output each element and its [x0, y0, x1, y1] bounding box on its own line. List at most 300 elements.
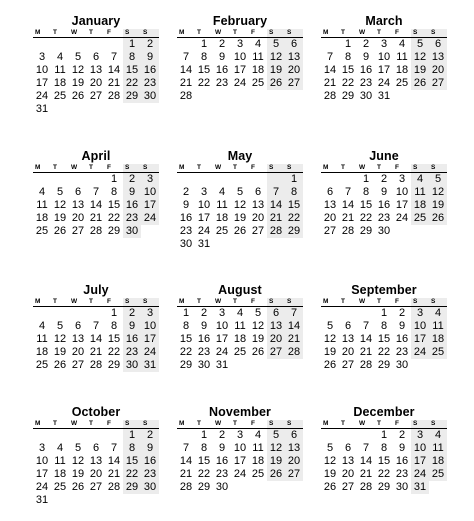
day-cell: 6 [344, 442, 352, 454]
day-cell: 4 [254, 38, 262, 50]
month-title: November [209, 405, 271, 419]
day-cell: 16 [377, 199, 391, 211]
day-cell: 27 [429, 77, 447, 90]
weekday-header: S [141, 164, 159, 173]
day-cell: 8 [200, 442, 208, 454]
day-cell: 26 [71, 481, 85, 493]
day-cell: 18 [395, 64, 409, 76]
day-cell: 6 [254, 186, 262, 198]
weekday-header: S [123, 164, 141, 173]
day-cell: 13 [341, 455, 355, 467]
day-cell: 15 [123, 455, 141, 468]
weekday-header: M [177, 29, 195, 38]
empty-cell [105, 38, 123, 51]
month-april [33, 149, 159, 238]
day-grid [321, 29, 447, 103]
day-cell: 8 [110, 320, 118, 332]
day-cell: 24 [35, 481, 49, 493]
weekday-header: T [339, 164, 357, 173]
day-cell: 4 [38, 186, 46, 198]
month-july [33, 283, 159, 372]
day-cell: 5 [267, 429, 285, 442]
day-cell: 31 [141, 359, 159, 372]
day-cell: 28 [179, 90, 193, 102]
day-cell: 3 [141, 173, 159, 186]
day-cell: 19 [233, 212, 247, 224]
empty-cell [33, 173, 51, 186]
weekday-header: W [357, 29, 375, 38]
weekday-header: S [267, 298, 285, 307]
weekday-header: S [267, 29, 285, 38]
empty-cell [357, 429, 375, 442]
weekday-header: M [321, 420, 339, 429]
day-cell: 7 [92, 320, 100, 332]
day-cell: 11 [429, 442, 447, 455]
day-cell: 21 [107, 77, 121, 89]
day-cell: 22 [285, 212, 303, 225]
day-cell: 3 [236, 38, 244, 50]
weekday-header: T [339, 29, 357, 38]
month-september [321, 283, 447, 372]
empty-cell [33, 38, 51, 51]
day-cell: 6 [326, 186, 334, 198]
day-cell: 20 [285, 455, 303, 468]
weekday-header: T [339, 420, 357, 429]
day-cell: 6 [429, 38, 447, 51]
day-cell: 8 [123, 51, 141, 64]
month-title: January [71, 14, 121, 28]
day-cell: 15 [179, 333, 193, 345]
day-cell: 29 [377, 481, 391, 493]
day-cell: 13 [71, 333, 85, 345]
day-cell: 22 [197, 77, 211, 89]
day-cell: 25 [411, 212, 429, 225]
day-cell: 2 [398, 429, 406, 441]
empty-cell [69, 429, 87, 442]
weekday-header: T [51, 298, 69, 307]
day-cell: 1 [200, 38, 208, 50]
empty-cell [33, 307, 51, 320]
day-cell: 16 [359, 64, 373, 76]
day-cell: 10 [411, 442, 429, 455]
day-cell: 4 [429, 429, 447, 442]
day-cell: 22 [107, 212, 121, 224]
day-cell: 9 [200, 320, 208, 332]
weekday-header: M [33, 164, 51, 173]
empty-cell [231, 173, 249, 186]
day-cell: 23 [377, 212, 391, 224]
day-cell: 28 [107, 90, 121, 102]
empty-cell [69, 307, 87, 320]
weekday-header: T [231, 29, 249, 38]
month-december [321, 405, 447, 494]
weekday-header: F [393, 298, 411, 307]
day-cell: 7 [326, 51, 334, 63]
day-cell: 27 [71, 225, 85, 237]
day-cell: 2 [398, 307, 406, 319]
day-cell: 13 [71, 199, 85, 211]
day-cell: 8 [182, 320, 190, 332]
day-cell: 19 [53, 212, 67, 224]
day-cell: 9 [380, 186, 388, 198]
day-cell: 26 [429, 212, 447, 225]
weekday-header: W [357, 420, 375, 429]
empty-cell [33, 429, 51, 442]
empty-cell [357, 307, 375, 320]
weekday-header: T [51, 420, 69, 429]
weekday-header: M [321, 29, 339, 38]
day-cell: 3 [236, 429, 244, 441]
day-cell: 26 [411, 77, 429, 90]
day-cell: 22 [197, 468, 211, 480]
day-cell: 13 [341, 333, 355, 345]
weekday-header: F [393, 420, 411, 429]
day-cell: 10 [215, 320, 229, 332]
day-cell: 5 [267, 38, 285, 51]
day-cell: 10 [35, 64, 49, 76]
month-title: August [218, 283, 262, 297]
day-cell: 24 [377, 77, 391, 89]
day-cell: 16 [395, 333, 409, 345]
day-cell: 29 [107, 225, 121, 237]
day-cell: 12 [411, 51, 429, 64]
empty-cell [321, 307, 339, 320]
month-title: February [212, 14, 268, 28]
day-cell: 15 [197, 455, 211, 467]
day-cell: 8 [380, 320, 388, 332]
day-cell: 20 [71, 346, 85, 358]
weekday-header: F [393, 29, 411, 38]
day-cell: 1 [344, 38, 352, 50]
day-cell: 11 [411, 186, 429, 199]
day-cell: 24 [411, 346, 429, 359]
day-cell: 13 [251, 199, 265, 211]
day-cell: 9 [123, 186, 141, 199]
empty-cell [51, 307, 69, 320]
day-cell: 27 [89, 481, 103, 493]
day-cell: 31 [197, 238, 211, 250]
day-cell: 24 [395, 212, 409, 224]
day-cell: 16 [141, 64, 159, 77]
day-cell: 22 [377, 468, 391, 480]
day-cell: 9 [182, 199, 190, 211]
weekday-header: M [33, 29, 51, 38]
weekday-header: S [123, 420, 141, 429]
day-cell: 15 [377, 455, 391, 467]
day-cell: 27 [251, 225, 265, 237]
day-cell: 7 [362, 320, 370, 332]
day-cell: 7 [110, 51, 118, 63]
day-cell: 17 [215, 333, 229, 345]
day-cell: 28 [267, 225, 285, 238]
day-cell: 4 [38, 320, 46, 332]
weekday-header: T [87, 29, 105, 38]
month-november [177, 405, 303, 494]
day-cell: 26 [53, 225, 67, 237]
day-cell: 15 [285, 199, 303, 212]
day-cell: 20 [429, 64, 447, 77]
day-cell: 4 [56, 442, 64, 454]
month-june [321, 149, 447, 238]
month-may [177, 149, 303, 251]
day-cell: 30 [123, 359, 141, 372]
day-cell: 22 [123, 468, 141, 481]
day-cell: 26 [267, 468, 285, 481]
day-cell: 24 [197, 225, 211, 237]
day-cell: 15 [359, 199, 373, 211]
day-cell: 1 [362, 173, 370, 185]
day-cell: 20 [251, 212, 265, 224]
day-cell: 21 [107, 468, 121, 480]
day-cell: 23 [179, 225, 193, 237]
day-cell: 1 [182, 307, 190, 319]
day-cell: 21 [89, 212, 103, 224]
day-cell: 8 [380, 442, 388, 454]
weekday-header: T [195, 298, 213, 307]
day-cell: 27 [89, 90, 103, 102]
day-cell: 14 [107, 455, 121, 467]
month-title: June [369, 149, 399, 163]
day-cell: 23 [395, 468, 409, 480]
day-cell: 2 [218, 38, 226, 50]
empty-cell [339, 173, 357, 186]
day-cell: 2 [123, 307, 141, 320]
empty-cell [321, 173, 339, 186]
weekday-header: T [195, 29, 213, 38]
day-cell: 12 [429, 186, 447, 199]
weekday-header: T [231, 298, 249, 307]
day-cell: 25 [215, 225, 229, 237]
empty-cell [51, 173, 69, 186]
day-cell: 6 [285, 38, 303, 51]
day-cell: 21 [179, 468, 193, 480]
day-cell: 23 [141, 77, 159, 90]
weekday-header: W [213, 298, 231, 307]
day-cell: 3 [141, 307, 159, 320]
month-title: April [81, 149, 111, 163]
day-cell: 16 [123, 199, 141, 212]
day-cell: 3 [380, 38, 388, 50]
day-cell: 11 [252, 51, 264, 63]
day-cell: 22 [123, 77, 141, 90]
day-cell: 10 [233, 442, 247, 454]
month-title: September [351, 283, 417, 297]
day-cell: 10 [35, 455, 49, 467]
weekday-header: S [123, 29, 141, 38]
day-cell: 23 [395, 346, 409, 358]
day-cell: 5 [254, 307, 262, 319]
weekday-header: F [393, 164, 411, 173]
day-cell: 7 [362, 442, 370, 454]
day-cell: 12 [71, 64, 85, 76]
day-cell: 22 [107, 346, 121, 358]
weekday-header: T [51, 29, 69, 38]
empty-cell [321, 429, 339, 442]
day-cell: 22 [377, 346, 391, 358]
day-cell: 16 [141, 455, 159, 468]
day-cell: 2 [218, 429, 226, 441]
day-cell: 18 [429, 333, 447, 346]
weekday-header: F [105, 420, 123, 429]
day-cell: 18 [53, 77, 67, 89]
day-cell: 29 [359, 225, 373, 237]
day-cell: 3 [38, 51, 46, 63]
empty-cell [105, 429, 123, 442]
day-cell: 15 [377, 333, 391, 345]
day-grid [33, 298, 159, 372]
day-cell: 5 [74, 51, 82, 63]
day-cell: 25 [429, 468, 447, 481]
weekday-header: S [285, 298, 303, 307]
day-cell: 25 [251, 468, 265, 480]
day-cell: 28 [285, 346, 303, 359]
day-cell: 10 [197, 199, 211, 211]
day-cell: 19 [267, 64, 285, 77]
day-cell: 22 [179, 346, 193, 358]
day-cell: 25 [395, 77, 409, 89]
day-grid [321, 164, 447, 238]
day-cell: 22 [359, 212, 373, 224]
day-cell: 7 [344, 186, 352, 198]
day-cell: 26 [267, 77, 285, 90]
day-cell: 29 [285, 225, 303, 238]
day-cell: 9 [141, 442, 159, 455]
day-cell: 20 [341, 468, 355, 480]
day-cell: 17 [395, 199, 409, 211]
day-cell: 17 [233, 64, 247, 76]
day-cell: 14 [89, 333, 103, 345]
day-cell: 18 [53, 468, 67, 480]
day-grid [177, 420, 303, 494]
day-cell: 16 [215, 64, 229, 76]
weekday-header: S [267, 164, 285, 173]
empty-cell [177, 429, 195, 442]
day-cell: 31 [377, 90, 391, 102]
empty-cell [213, 173, 231, 186]
day-cell: 19 [323, 346, 337, 358]
weekday-header: T [231, 420, 249, 429]
day-cell: 7 [92, 186, 100, 198]
empty-cell [87, 429, 105, 442]
weekday-header: W [69, 298, 87, 307]
weekday-header: W [69, 420, 87, 429]
day-cell: 5 [56, 186, 64, 198]
weekday-header: F [249, 164, 267, 173]
day-cell: 12 [323, 333, 337, 345]
day-cell: 6 [267, 307, 285, 320]
day-cell: 23 [359, 77, 373, 89]
weekday-header: F [105, 298, 123, 307]
weekday-header: F [105, 164, 123, 173]
day-cell: 10 [377, 51, 391, 63]
day-cell: 14 [107, 64, 121, 76]
day-cell: 5 [326, 442, 334, 454]
day-cell: 8 [110, 186, 118, 198]
day-cell: 14 [179, 64, 193, 76]
day-cell: 17 [233, 455, 247, 467]
day-cell: 8 [200, 51, 208, 63]
weekday-header: M [33, 298, 51, 307]
day-cell: 18 [411, 199, 429, 212]
day-cell: 13 [323, 199, 337, 211]
day-cell: 30 [123, 225, 141, 238]
day-cell: 10 [395, 186, 409, 198]
day-cell: 19 [323, 468, 337, 480]
day-cell: 14 [285, 320, 303, 333]
day-cell: 5 [326, 320, 334, 332]
day-cell: 2 [182, 186, 190, 198]
day-cell: 21 [323, 77, 337, 89]
day-cell: 22 [341, 77, 355, 89]
empty-cell [195, 173, 213, 186]
day-cell: 5 [429, 173, 447, 186]
day-cell: 29 [377, 359, 391, 371]
day-cell: 1 [200, 429, 208, 441]
day-cell: 3 [38, 442, 46, 454]
day-grid [33, 164, 159, 238]
day-cell: 5 [236, 186, 244, 198]
day-cell: 4 [218, 186, 226, 198]
day-cell: 8 [285, 186, 303, 199]
weekday-header: T [375, 420, 393, 429]
day-cell: 27 [285, 468, 303, 481]
day-cell: 17 [141, 333, 159, 346]
day-cell: 21 [179, 77, 193, 89]
empty-cell [69, 38, 87, 51]
day-cell: 27 [267, 346, 285, 359]
weekday-header: M [321, 164, 339, 173]
day-cell: 30 [395, 359, 409, 371]
day-cell: 30 [359, 90, 373, 102]
weekday-header: S [429, 164, 447, 173]
day-cell: 11 [252, 442, 264, 454]
empty-cell [87, 173, 105, 186]
month-august [177, 283, 303, 372]
day-cell: 28 [89, 225, 103, 237]
day-cell: 11 [429, 320, 447, 333]
day-cell: 2 [200, 307, 208, 319]
day-cell: 3 [218, 307, 226, 319]
day-cell: 4 [254, 429, 262, 441]
day-cell: 10 [141, 320, 159, 333]
day-cell: 7 [182, 51, 190, 63]
month-october [33, 405, 159, 507]
empty-cell [69, 173, 87, 186]
day-cell: 18 [35, 212, 49, 224]
empty-cell [339, 429, 357, 442]
month-title: July [83, 283, 109, 297]
day-cell: 26 [323, 481, 337, 493]
day-cell: 14 [179, 455, 193, 467]
weekday-header: F [249, 29, 267, 38]
day-cell: 29 [107, 359, 121, 371]
weekday-header: F [105, 29, 123, 38]
weekday-header: T [51, 164, 69, 173]
weekday-header: S [285, 420, 303, 429]
day-cell: 10 [233, 51, 247, 63]
weekday-header: M [33, 420, 51, 429]
weekday-header: S [141, 29, 159, 38]
day-cell: 30 [197, 359, 211, 371]
day-cell: 20 [323, 212, 337, 224]
day-cell: 23 [123, 346, 141, 359]
day-cell: 14 [267, 199, 285, 212]
day-cell: 12 [267, 442, 285, 455]
day-cell: 4 [56, 51, 64, 63]
day-cell: 28 [89, 359, 103, 371]
day-cell: 19 [429, 199, 447, 212]
day-cell: 20 [71, 212, 85, 224]
